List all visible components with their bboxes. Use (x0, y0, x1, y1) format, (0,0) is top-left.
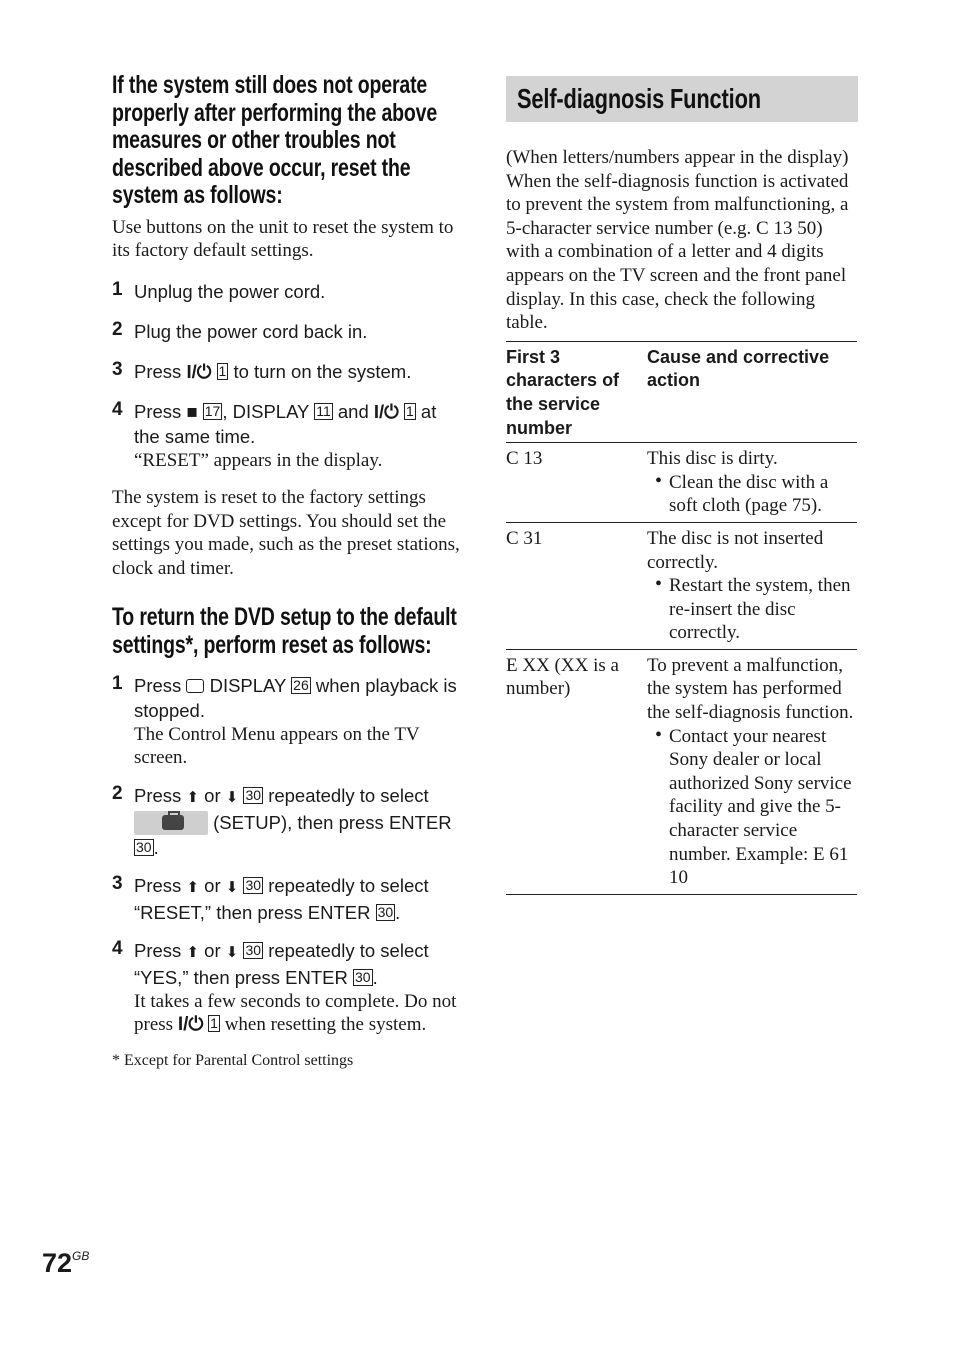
key-ref: 17 (204, 402, 221, 419)
step-number: 3 (112, 872, 123, 894)
corrective-action: • Contact your nearest Sony dealer or local authorized Sony service facility and give the 5-character service number. Example: E 61 10 (647, 725, 857, 890)
right-column (506, 76, 858, 895)
power-icon: I/⏻ (177, 1014, 204, 1036)
display-icon (186, 679, 204, 693)
step-note: The Control Menu appears on the TV screen. (134, 723, 420, 769)
step-note: It takes a few seconds to complete. Do not press I/⏻ 1 when resetting the system. (134, 990, 457, 1036)
table-row (506, 522, 857, 649)
page-region: GB (72, 1249, 90, 1263)
dvd-step-3: 3 Press ⬆ or ⬇ 30 repeatedly to select “RESET,” then press ENTER 30 . (112, 872, 429, 923)
reset-result-text: The system is reset to the factory settings except for DVD settings. You should set the settings you made, such as the preset stations, clock and timer. (112, 487, 460, 580)
cause-text: To prevent a malfunction, the system has performed the self-diagnosis function. (647, 654, 854, 724)
service-code: E XX (XX is a number) (506, 654, 619, 700)
table-row (506, 443, 857, 523)
dvd-step-2: 2 Press ⬆ or ⬇ 30 repeatedly to select (SETUP), then press ENTER 30 . (112, 782, 452, 858)
power-icon: I/⏻ (186, 360, 212, 382)
stop-icon: ■ (186, 400, 198, 422)
up-arrow-icon: ⬆ (186, 878, 200, 896)
table-header-code: First 3 characters of the service number (506, 346, 620, 438)
key-ref: 30 (245, 941, 262, 958)
step-text: Unplug the power cord. (134, 280, 326, 302)
step-number: 1 (112, 278, 123, 300)
reset-step-1 (112, 279, 460, 304)
key-ref: 11 (316, 402, 331, 419)
service-code: C 13 (506, 448, 543, 470)
step-number: 4 (112, 937, 123, 959)
down-arrow-icon: ⬇ (225, 878, 239, 896)
cause-text: This disc is dirty. (647, 448, 778, 470)
section-title: Self-diagnosis Function (517, 83, 761, 114)
table-row (506, 649, 857, 894)
reset-steps (112, 279, 460, 473)
dvd-reset-heading: To return the DVD setup to the default settings*, perform reset as follows: (112, 602, 457, 659)
reset-step-4: 4 Press ■ 17 , DISPLAY 11 and I/⏻ 1 at the same time. “RESET” appears in the display. (112, 399, 460, 473)
service-code: C 31 (506, 527, 543, 549)
step-note: “RESET” appears in the display. (134, 449, 383, 471)
section-banner (506, 76, 858, 122)
step-number: 3 (112, 358, 123, 380)
key-ref: 30 (245, 876, 262, 893)
left-column (112, 72, 460, 1071)
key-ref: 30 (377, 903, 394, 920)
key-ref: 1 (210, 1015, 218, 1032)
down-arrow-icon: ⬇ (225, 943, 239, 961)
key-ref: 30 (245, 786, 262, 803)
key-ref: 30 (354, 968, 371, 985)
up-arrow-icon: ⬆ (186, 943, 200, 961)
page-number: $72^{GB}$ (42, 1248, 90, 1278)
reset-intro: Use buttons on the unit to reset the system to its factory default settings. (112, 216, 454, 262)
table-header-cause: Cause and corrective action (647, 346, 830, 391)
table-header-row (506, 341, 857, 442)
dvd-step-4: 4 Press ⬆ or ⬇ 30 repeatedly to select “YES,” then press ENTER 30 . It takes a few seconds to complete. Do not press I/⏻ 1 when resetting the system. (112, 938, 460, 1037)
key-ref: 1 (218, 362, 227, 379)
reset-heading: If the system still does not operate properly after performing the above measures or other troubles not described above occur, reset the system as follows: (112, 71, 438, 209)
step-text: Plug the power cord back in. (134, 320, 368, 342)
service-number-table (506, 341, 857, 895)
up-arrow-icon: ⬆ (186, 788, 200, 806)
corrective-action: • Restart the system, then re-insert the disc correctly. (647, 574, 857, 645)
reset-step-2 (112, 319, 460, 344)
dvd-step-1: 1 Press DISPLAY 26 when playback is stopped. The Control Menu appears on the TV screen. (112, 673, 460, 770)
dvd-reset-steps (112, 673, 460, 1037)
corrective-action: • Clean the disc with a soft cloth (page 75). (647, 471, 857, 518)
reset-step-3: 3 Press I/⏻ 1 to turn on the system. (112, 358, 412, 382)
step-number: 2 (112, 318, 123, 340)
diagnosis-body: When the self-diagnosis function is activated to prevent the system from malfunctioning, a 5-character service number (e.g. C 13 50) with a combination of a letter and 4 digits appears on the TV screen and the front panel display. In this case, check the following table. (506, 170, 849, 334)
setup-toolbox-icon (134, 811, 208, 835)
step-number: 1 (112, 672, 123, 694)
cause-text: The disc is not inserted correctly. (647, 527, 824, 573)
key-ref: 30 (136, 838, 152, 855)
power-icon: I/⏻ (373, 400, 399, 422)
key-ref: 1 (405, 402, 414, 419)
step-number: 2 (112, 782, 123, 804)
footnote: * Except for Parental Control settings (112, 1052, 354, 1070)
key-ref: 26 (293, 676, 309, 693)
step-number: 4 (112, 398, 123, 420)
diagnosis-intro: (When letters/numbers appear in the display) (506, 147, 849, 168)
down-arrow-icon: ⬇ (225, 788, 239, 806)
